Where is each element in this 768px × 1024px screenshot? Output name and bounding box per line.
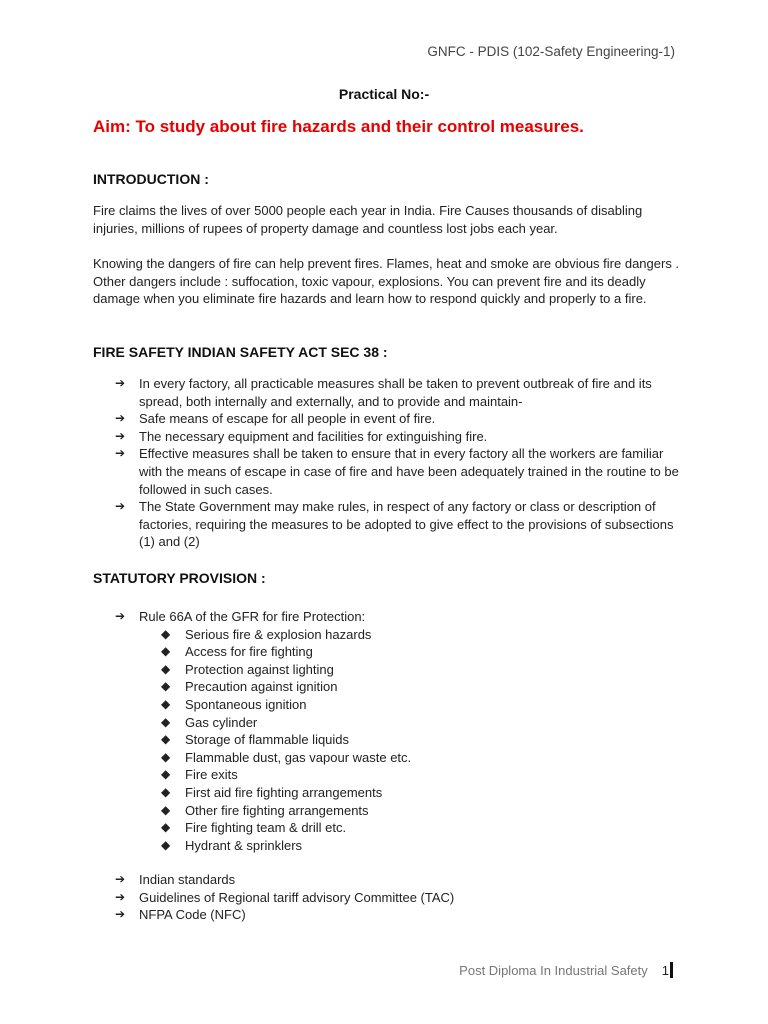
sub-list-item: ◆ First aid fire fighting arrangements <box>161 784 383 800</box>
arrow-bullet-icon: ➔ <box>115 907 126 922</box>
arrow-bullet-icon: ➔ <box>115 872 126 886</box>
diamond-bullet-icon: ◆ <box>161 820 171 835</box>
sub-list-item: ◆ Precaution against ignition <box>161 679 338 695</box>
introduction-heading: INTRODUCTION : <box>93 171 209 187</box>
diamond-bullet-icon: ◆ <box>161 644 171 659</box>
diamond-bullet-icon: ◆ <box>161 626 171 641</box>
list-item: ➔ The State Government may make rules, in respect of any factory or class or description of factories, requiring the measures to be adopted to give effect to the provisions of subsections (1) and (2) <box>115 499 674 550</box>
list-item: ➔ Indian standards <box>115 872 236 887</box>
arrow-bullet-icon: ➔ <box>115 499 126 514</box>
rule-66a-sublist <box>161 626 680 855</box>
sub-list-item: ◆ Access for fire fighting <box>161 644 313 660</box>
sub-list-item: ◆ Gas cylinder <box>161 714 258 730</box>
diamond-bullet-icon: ◆ <box>161 732 171 747</box>
diamond-bullet-icon: ◆ <box>161 696 171 711</box>
sub-list-item: ◆ Fire fighting team & drill etc. <box>161 820 347 836</box>
list-item: ➔ Rule 66A of the GFR for fire Protection: ◆ Serious fire & explosion hazards ◆ Access for fire fighting ◆ Protection against lighting ◆ Precaution against ignition ◆ Spontaneous ignition ◆ Gas cylinder ◆ Storage of flammable liquids ◆ Flammable dust, gas vapour waste etc. ◆ Fire exits ◆ First aid fire fighting arrangements ◆ Other fire fighting arrangements ◆ Fire fighting team & drill etc. ◆ Hydrant & sprinklers <box>115 608 680 854</box>
practical-number: Practical No:- <box>338 86 430 102</box>
running-header: GNFC - PDIS (102-Safety Engineering-1) <box>427 44 675 59</box>
arrow-bullet-icon: ➔ <box>115 889 126 904</box>
arrow-bullet-icon: ➔ <box>115 609 126 623</box>
diamond-bullet-icon: ◆ <box>161 714 171 729</box>
list-item: ➔ Effective measures shall be taken to ensure that in every factory all the workers are familiar with the means of escape in case of fire and have been adequately trained in the routine to be followed in such cases. <box>115 446 679 497</box>
statutory-provision-heading: STATUTORY PROVISION : <box>93 570 266 586</box>
text-cursor <box>670 962 673 978</box>
sub-list-item: ◆ Flammable dust, gas vapour waste etc. <box>161 749 412 765</box>
sub-list-item: ◆ Other fire fighting arrangements <box>161 802 369 818</box>
arrow-bullet-icon: ➔ <box>115 376 126 390</box>
fire-safety-act-heading: FIRE SAFETY INDIAN SAFETY ACT SEC 38 : <box>93 344 388 360</box>
aim-title: Aim: To study about fire hazards and their control measures. <box>93 117 584 136</box>
arrow-bullet-icon: ➔ <box>115 411 126 426</box>
diamond-bullet-icon: ◆ <box>161 767 171 782</box>
standards-list <box>115 871 680 924</box>
list-item: ➔ Guidelines of Regional tariff advisory Committee (TAC) <box>115 889 455 905</box>
list-item: ➔ The necessary equipment and facilities for extinguishing fire. <box>115 428 488 444</box>
list-item: ➔ NFPA Code (NFC) <box>115 907 246 923</box>
diamond-bullet-icon: ◆ <box>161 679 171 694</box>
page-number: 1 <box>661 963 669 978</box>
sub-list-item: ◆ Spontaneous ignition <box>161 696 307 712</box>
footer-text: Post Diploma In Industrial Safety <box>459 963 648 978</box>
page-footer <box>459 962 673 978</box>
sub-list-item: ◆ Storage of flammable liquids <box>161 732 350 748</box>
diamond-bullet-icon: ◆ <box>161 661 171 676</box>
statutory-list <box>115 608 680 854</box>
list-item: ➔ Safe means of escape for all people in event of fire. <box>115 411 436 427</box>
sub-list-item: ◆ Fire exits <box>161 767 238 783</box>
arrow-bullet-icon: ➔ <box>115 428 126 443</box>
intro-paragraph-2: Knowing the dangers of fire can help prevent fires. Flames, heat and smoke are obvious fire dangers . Other dangers include : suffocation, toxic vapour, explosions. You can prevent fire and its deadly damage when you eliminate fire hazards and learn how to respond quickly and properly to a fire. <box>93 256 680 307</box>
act-list <box>115 375 680 551</box>
diamond-bullet-icon: ◆ <box>161 749 171 764</box>
diamond-bullet-icon: ◆ <box>161 837 171 852</box>
sub-list-item: ◆ Hydrant & sprinklers <box>161 837 303 853</box>
arrow-bullet-icon: ➔ <box>115 446 126 461</box>
list-item: ➔ In every factory, all practicable measures shall be taken to prevent outbreak of fire and its spread, both internally and externally, and to provide and maintain- <box>115 376 652 409</box>
diamond-bullet-icon: ◆ <box>161 784 171 799</box>
sub-list-item: ◆ Serious fire & explosion hazards <box>161 626 372 642</box>
diamond-bullet-icon: ◆ <box>161 802 171 817</box>
sub-list-item: ◆ Protection against lighting <box>161 661 334 677</box>
intro-paragraph-1: Fire claims the lives of over 5000 people each year in India. Fire Causes thousands of disabling injuries, millions of rupees of property damage and countless lost jobs each year. <box>93 203 643 236</box>
